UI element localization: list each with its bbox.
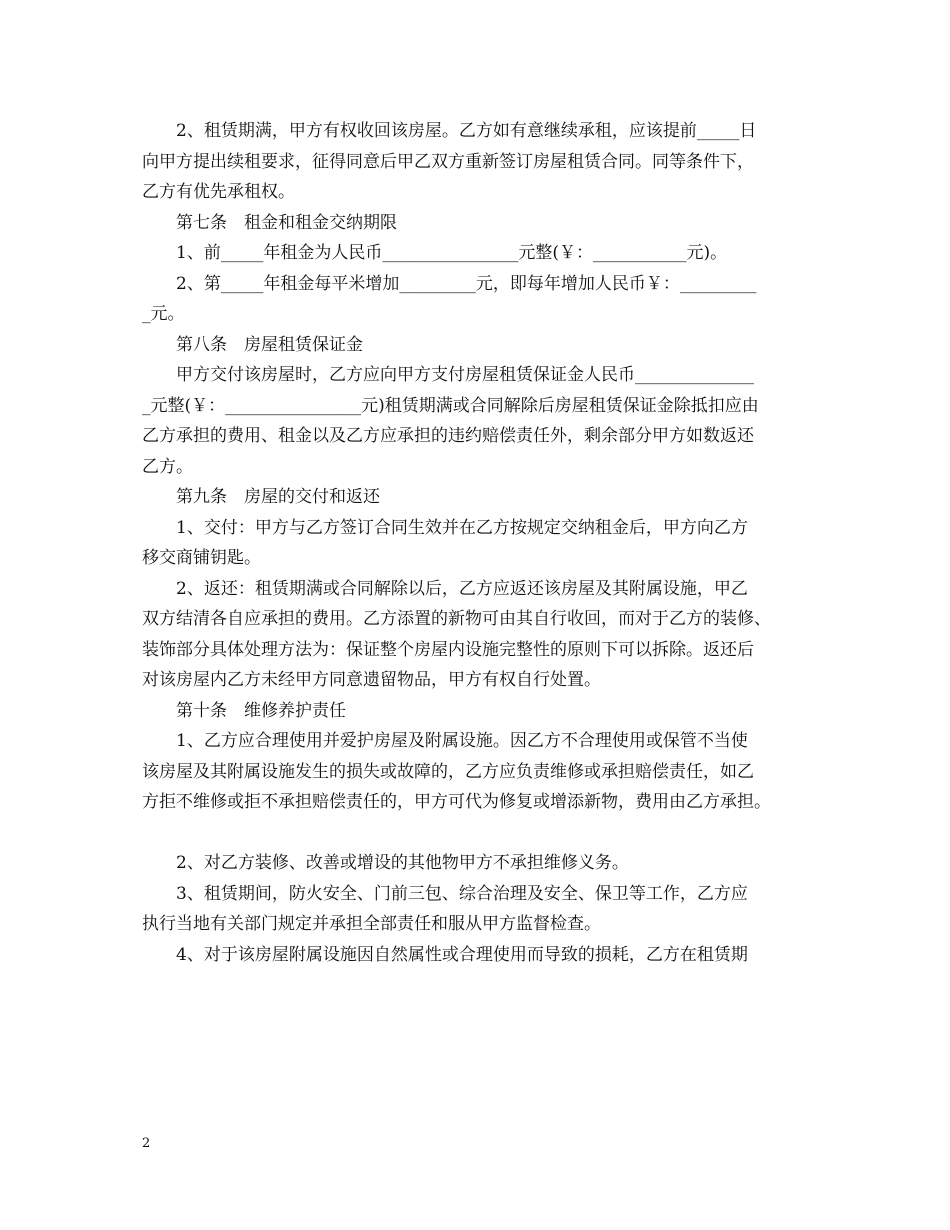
- article-heading: 第九条 房屋的交付和返还: [176, 487, 380, 507]
- paragraph-line: 装饰部分具体处理方法为：保证整个房屋内设施完整性的原则下可以拆除。返还后: [142, 639, 754, 660]
- paragraph-line: 执行当地有关部门规定并承担全部责任和服从甲方监督检查。: [142, 914, 601, 934]
- paragraph-line: 1、前_____年租金为人民币________________元整(￥：___________元)。: [176, 243, 728, 263]
- paragraph-line: 2、租赁期满，甲方有权收回该房屋。乙方如有意继续承租，应该提前_____日: [176, 121, 757, 141]
- paragraph-line: 移交商铺钥匙。: [142, 548, 261, 568]
- document-body: [142, 116, 814, 970]
- paragraph-line: 方拒不维修或拒不承担赔偿责任的，甲方可代为修复或增添新物，费用由乙方承担。: [142, 792, 771, 812]
- paragraph-line: 对该房屋内乙方未经甲方同意遗留物品，甲方有权自行处置。: [142, 670, 601, 690]
- paragraph-line: 2、第_____年租金每平米增加_________元，即每年增加人民币￥：_________: [176, 273, 757, 294]
- paragraph-line: 乙方。: [142, 456, 193, 477]
- paragraph-line: 1、乙方应合理使用并爱护房屋及附属设施。因乙方不合理使用或保管不当使: [176, 731, 748, 751]
- paragraph-line: 1、交付：甲方与乙方签订合同生效并在乙方按规定交纳租金后，甲方向乙方: [176, 517, 748, 538]
- blank-line: [142, 818, 814, 849]
- paragraph-line: 该房屋及其附属设施发生的损失或故障的，乙方应负责维修或承担赔偿责任，如乙: [142, 761, 754, 782]
- article-heading: 第十条 维修养护责任: [176, 700, 346, 721]
- paragraph-line: 3、租赁期间，防火安全、门前三包、综合治理及安全、保卫等工作，乙方应: [176, 883, 748, 904]
- paragraph-line: 向甲方提出续租要求，征得同意后甲乙双方重新签订房屋租赁合同。同等条件下，: [142, 151, 754, 172]
- paragraph-line: 双方结清各自应承担的费用。乙方添置的新物可由其自行收回，而对于乙方的装修、: [142, 609, 771, 629]
- paragraph-line: 乙方有优先承租权。: [142, 182, 295, 202]
- page-number: 2: [142, 1136, 151, 1151]
- paragraph-line: 2、返还：租赁期满或合同解除以后，乙方应返还该房屋及其附属设施，甲乙: [176, 578, 748, 599]
- paragraph-line: 2、对乙方装修、改善或增设的其他物甲方不承担维修义务。: [176, 853, 629, 873]
- paragraph-line: 4、对于该房屋附属设施因自然属性或合理使用而导致的损耗，乙方在租赁期: [176, 944, 748, 965]
- paragraph-line: 甲方交付该房屋时，乙方应向甲方支付房屋租赁保证金人民币______________: [176, 365, 754, 385]
- paragraph-line: _元。: [142, 304, 185, 324]
- paragraph-line: 乙方承担的费用、租金以及乙方应承担的违约赔偿责任外，剩余部分甲方如数返还: [142, 426, 754, 446]
- article-heading: 第八条 房屋租赁保证金: [176, 334, 363, 355]
- paragraph-line: _元整(￥：________________元)租赁期满或合同解除后房屋租赁保证金除抵扣应由: [142, 395, 759, 416]
- article-heading: 第七条 租金和租金交纳期限: [176, 212, 397, 233]
